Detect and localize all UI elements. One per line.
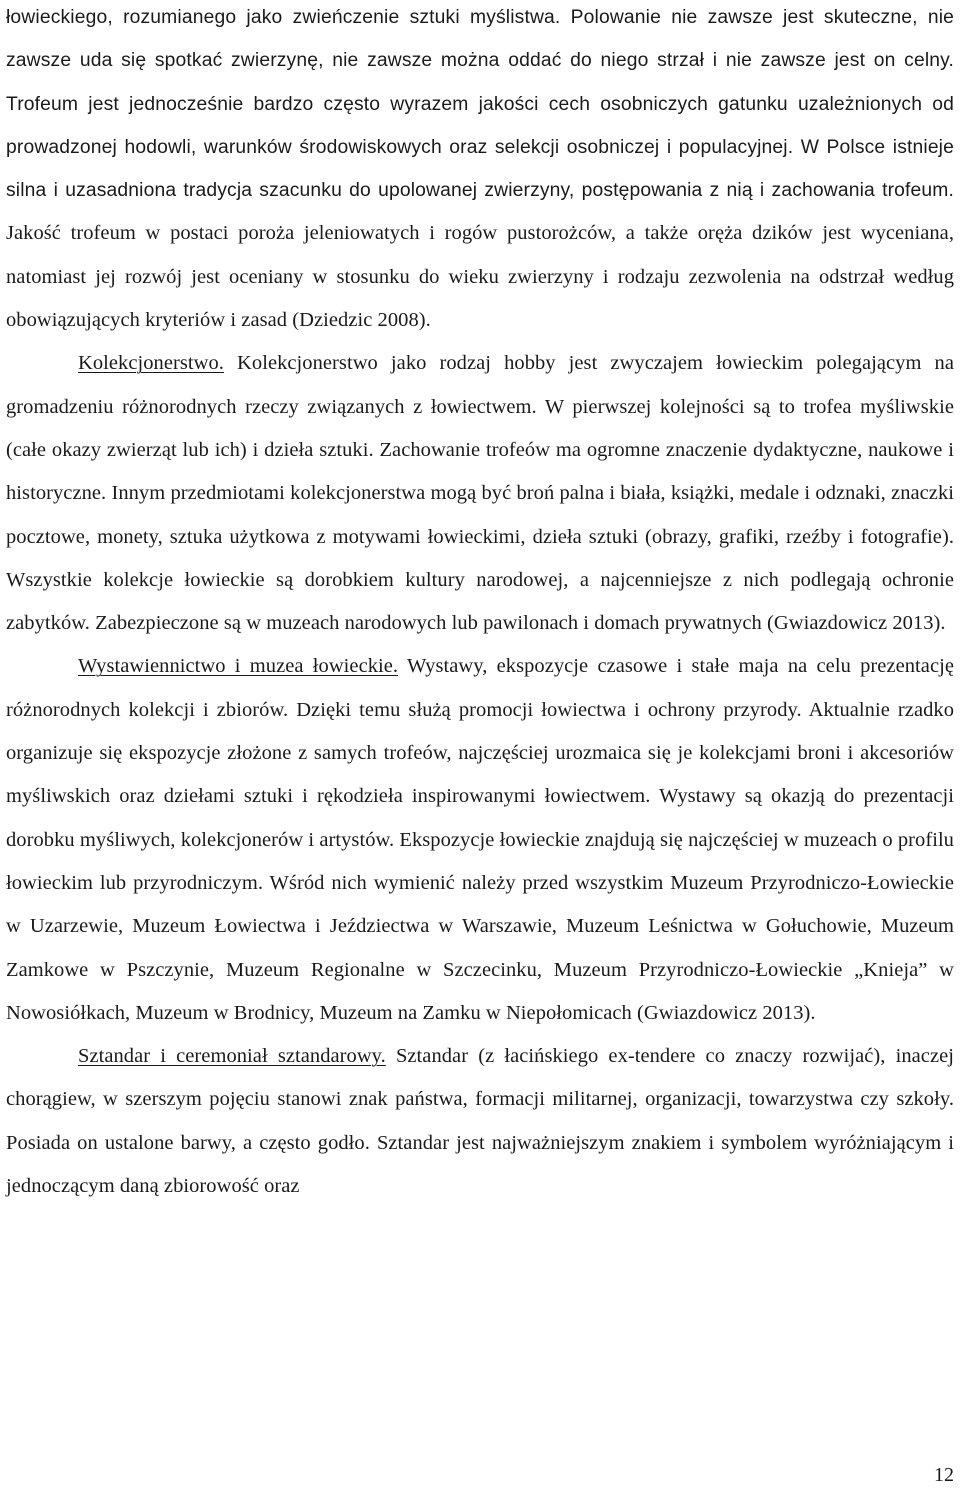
paragraph-exhibitions: [6, 645, 954, 1035]
paragraph-banner: [6, 1035, 954, 1208]
paragraph-trophy-text-serif: Jakość trofeum w postaci poroża jeleniowatych i rogów pustorożców, a także oręża dzików jest wyceniana, natomiast jej rozwój jest oceniany w stosunku do wieku zwierzyny i rodzaju zezwolenia na odstrzał według obowiązujących kryteriów i zasad (Dziedzic 2008).: [6, 222, 954, 332]
section-heading-exhibitions: Wystawiennictwo i muzea łowieckie.: [78, 655, 399, 678]
section-heading-collecting: Kolekcjonerstwo.: [78, 352, 224, 375]
section-heading-banner: Sztandar i ceremoniał sztandarowy.: [78, 1045, 386, 1068]
document-page: [6, 0, 954, 1208]
paragraph-exhibitions-text: Wystawy, ekspozycje czasowe i stałe maja na celu prezentację różnorodnych kolekcji i zbiorów. Dzięki temu służą promocji łowiectwa i ochrony przyrody. Aktualnie rzadko organizuje się ekspozycje złożone z samych trofeów, najczęściej urozmaica się je kolekcjami broni i akcesoriów myśliwskich oraz dziełami sztuki i rękodzieła inspirowanymi łowiectwem. Wystawy są okazją do prezentacji dorobku myśliwych, kolekcjonerów i artystów. Ekspozycje łowieckie znajdują się najczęściej w muzeach o profilu łowieckim lub przyrodniczym. Wśród nich wymienić należy przed wszystkim Muzeum Przyrodniczo-Łowieckie w Uzarzewie, Muzeum Łowiectwa i Jeździectwa w Warszawie, Muzeum Leśnictwa w Gołuchowie, Muzeum Zamkowe w Pszczynie, Muzeum Regionalne w Szczecinku, Muzeum Przyrodniczo-Łowieckie „Knieja” w Nowosiółkach, Muzeum w Brodnicy, Muzeum na Zamku w Niepołomicach (Gwiazdowicz 2013).: [6, 655, 954, 1024]
paragraph-trophy-text-sans: łowieckiego, rozumianego jako zwieńczenie sztuki myślistwa. Polowanie nie zawsze jest skuteczne, nie zawsze uda się spotkać zwierzynę, nie zawsze można oddać do niego strzał i nie zawsze jest on celny. Trofeum jest jednocześnie bardzo często wyrazem jakości cech osobniczych gatunku uzależnionych od prowadzonej hodowli, warunków środowiskowych oraz selekcji osobniczej i populacyjnej. W Polsce istnieje silna i uzasadniona tradycja szacunku do upolowanej zwierzyny, postępowania z nią i zachowania trofeum.: [6, 7, 954, 202]
paragraph-collecting: [6, 342, 954, 645]
paragraph-banner-text: Sztandar (z łacińskiego ex-tendere co znaczy rozwijać), inaczej chorągiew, w szerszym pojęciu stanowi znak państwa, formacji militarnej, organizacji, towarzystwa czy szkoły. Posiada on ustalone barwy, a często godło. Sztandar jest najważniejszym znakiem i symbolem wyróżniającym i jednoczącym daną zbiorowość oraz: [6, 1045, 954, 1198]
page-number: 12: [934, 1464, 954, 1486]
paragraph-trophy: [6, 0, 954, 342]
paragraph-collecting-text: Kolekcjonerstwo jako rodzaj hobby jest zwyczajem łowieckim polegającym na gromadzeniu różnorodnych rzeczy związanych z łowiectwem. W pierwszej kolejności są to trofea myśliwskie (całe okazy zwierząt lub ich) i dzieła sztuki. Zachowanie trofeów ma ogromne znaczenie dydaktyczne, naukowe i historyczne. Innym przedmiotami kolekcjonerstwa mogą być broń palna i biała, książki, medale i odznaki, znaczki pocztowe, monety, sztuka użytkowa z motywami łowieckimi, dzieła sztuki (obrazy, grafiki, rzeźby i fotografie). Wszystkie kolekcje łowieckie są dorobkiem kultury narodowej, a najcenniejsze z nich podlegają ochronie zabytków. Zabezpieczone są w muzeach narodowych lub pawilonach i domach prywatnych (Gwiazdowicz 2013).: [6, 352, 954, 635]
